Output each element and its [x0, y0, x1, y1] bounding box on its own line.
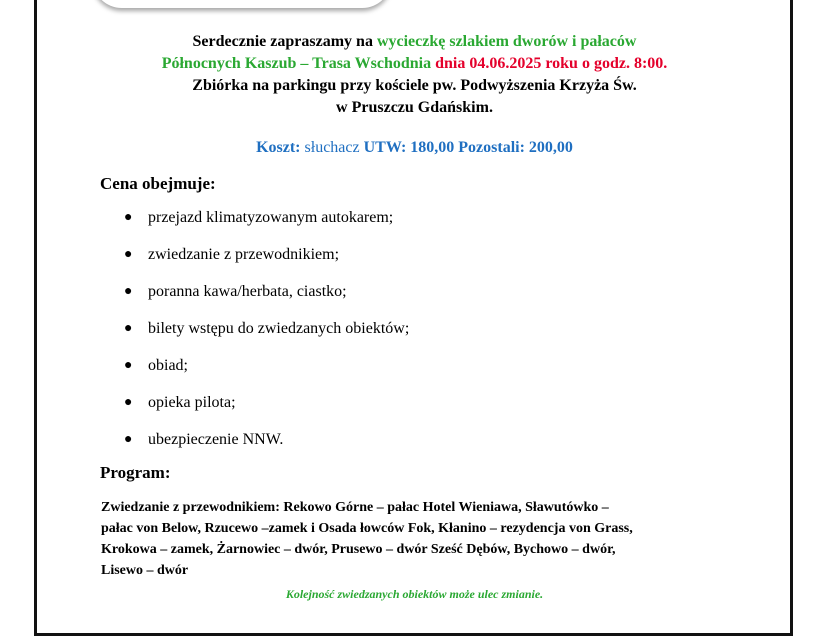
bullet-icon: ● [124, 284, 133, 299]
trip-name-part-1: wycieczkę szlakiem dworów i pałaców [376, 33, 637, 50]
program-line: Lisewo – dwór [101, 563, 189, 578]
bullet-icon: ● [124, 247, 133, 262]
list-item: ● opieka pilota; [124, 394, 236, 411]
bullet-icon: ● [124, 432, 133, 447]
program-heading: Program: [100, 463, 171, 482]
bullet-icon: ● [124, 321, 133, 336]
bullet-icon: ● [124, 210, 133, 225]
program-line: Krokowa – zamek, Żarnowiec – dwór, Prusewo – dwór Sześć Dębów, Bychowo – dwór, [101, 542, 616, 557]
list-item: ● ubezpieczenie NNW. [124, 431, 284, 448]
program-line: Zwiedzanie z przewodnikiem: Rekowo Górne – pałac Hotel Wieniawa, Sławutówko – [101, 500, 609, 515]
list-item: ● zwiedzanie z przewodnikiem; [124, 246, 340, 263]
price-includes-list [124, 208, 409, 467]
bullet-icon: ● [124, 358, 133, 373]
cost-member-label: słuchacz [300, 139, 364, 156]
cost-line [0, 137, 829, 159]
list-item: ● poranna kawa/herbata, ciastko; [124, 283, 347, 300]
invitation-text [0, 31, 829, 119]
meeting-city-line: w Pruszczu Gdańskim. [336, 99, 493, 116]
trip-date: dnia 04.06.2025 roku o godz. 8:00. [431, 55, 668, 72]
price-includes-heading: Cena obejmuje: [100, 174, 216, 193]
program-description [101, 497, 751, 581]
program-line: pałac von Below, Rzucewo –zamek i Osada łowców Fok, Kłanino – rezydencja von Grass, [101, 521, 633, 536]
list-item: ● bilety wstępu do zwiedzanych obiektów; [124, 320, 410, 337]
invitation-line-1: Serdecznie zapraszamy na wycieczkę szlakiem dworów i pałaców [192, 33, 637, 50]
meeting-point-line: Zbiórka na parkingu przy kościele pw. Podwyższenia Krzyża Św. [192, 77, 637, 94]
cost-others-price: Pozostali: 200,00 [454, 139, 573, 156]
list-item: ● obiad; [124, 357, 188, 374]
cost-label: Koszt: [256, 139, 301, 156]
trip-name-part-2: Północnych Kaszub – Trasa Wschodnia [161, 55, 432, 72]
cost-member-price: UTW: 180,00 [363, 139, 455, 156]
bullet-icon: ● [124, 395, 133, 410]
list-item: ● przejazd klimatyzowanym autokarem; [124, 209, 394, 226]
invitation-line-2 [0, 53, 829, 75]
header-banner-shape [92, 0, 392, 8]
order-change-note: Kolejność zwiedzanych obiektów może ulec zmianie. [285, 587, 544, 601]
